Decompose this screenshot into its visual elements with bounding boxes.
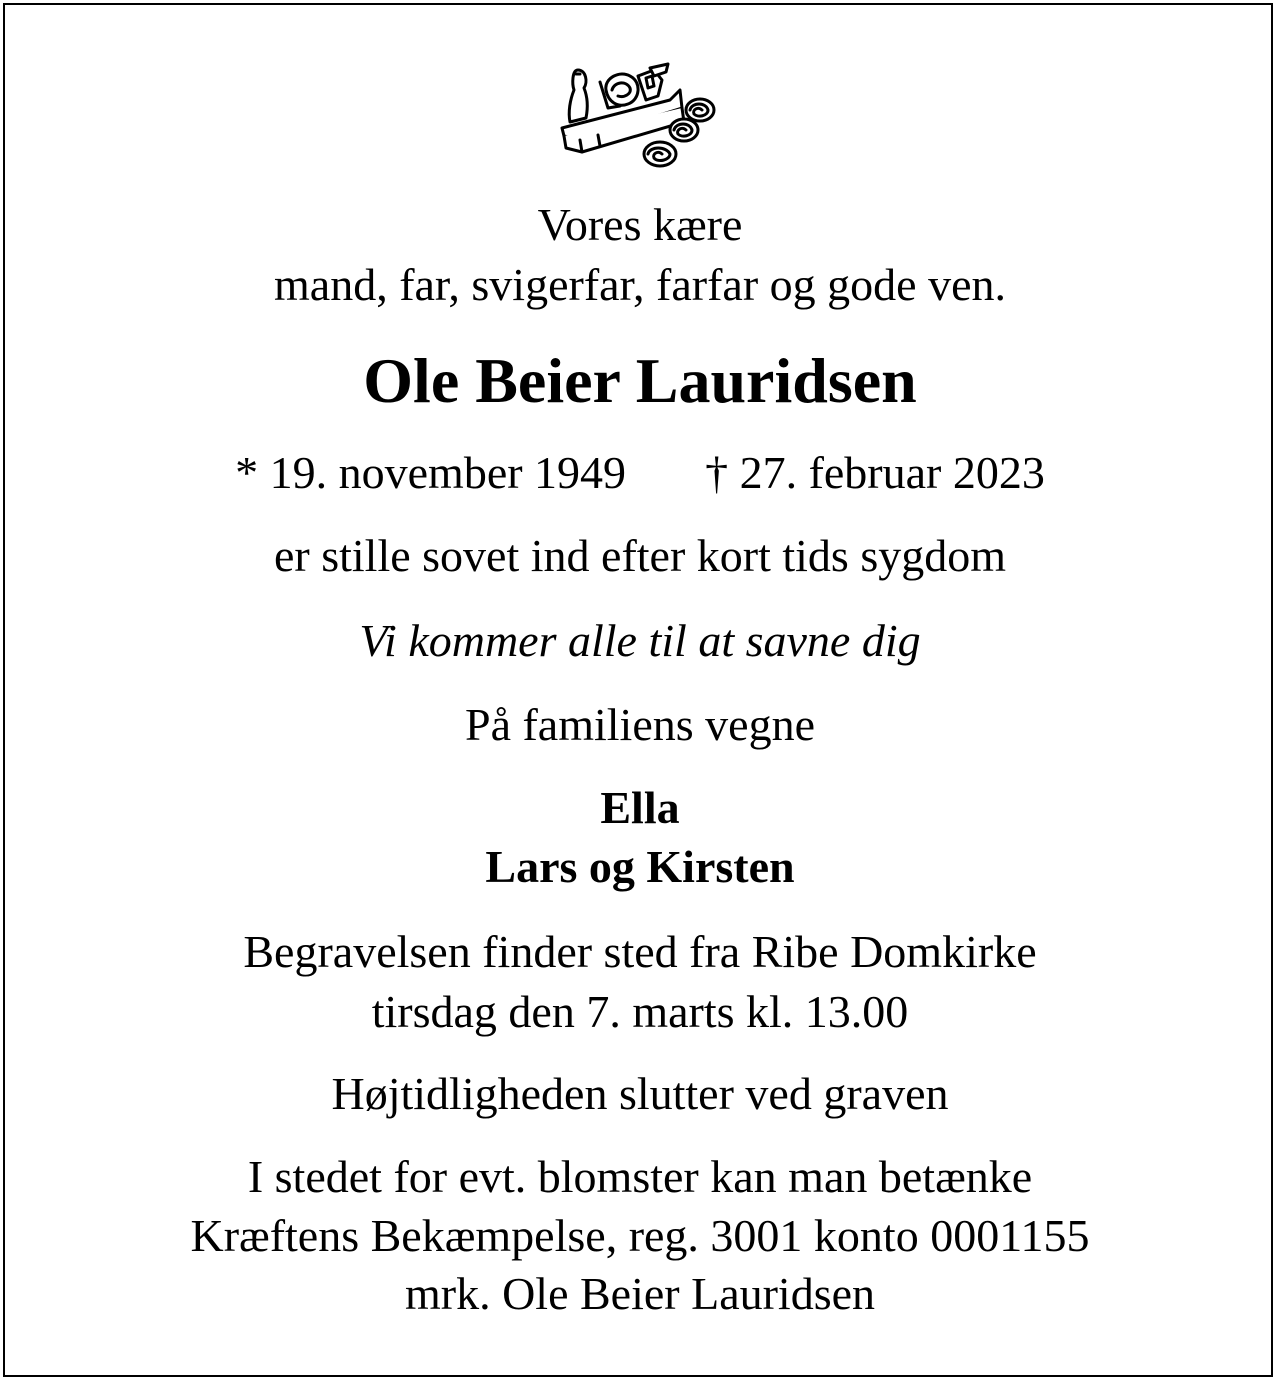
donation-line-2: Kræftens Bekæmpelse, reg. 3001 konto 0001155 (190, 1210, 1090, 1261)
funeral-line-1: Begravelsen finder sted fra Ribe Domkirke (243, 926, 1037, 977)
passing-message: er stille sovet ind efter kort tids sygdom (273, 530, 1007, 581)
intro-line-2: mand, far, svigerfar, farfar og gode ven. (274, 259, 1006, 310)
family-name-2: Lars og Kirsten (485, 841, 795, 892)
death-symbol: † (705, 447, 729, 498)
death-date: 27. februar 2023 (739, 447, 1045, 498)
life-dates (0, 446, 1280, 499)
birth-symbol: * (235, 447, 259, 498)
birth-date: 19. november 1949 (269, 447, 627, 498)
intro-line-1: Vores kære (537, 199, 743, 250)
family-name-1: Ella (600, 782, 680, 833)
ceremony-note: Højtidligheden slutter ved graven (331, 1068, 949, 1119)
family-intro: På familiens vegne (464, 699, 815, 750)
woodworking-tools-icon (550, 60, 730, 170)
memorial-quote: Vi kommer alle til at savne dig (359, 615, 921, 666)
deceased-name: Ole Beier Lauridsen (363, 345, 917, 416)
donation-line-1: I stedet for evt. blomster kan man betænke (247, 1151, 1033, 1202)
donation-line-3: mrk. Ole Beier Lauridsen (404, 1268, 876, 1319)
funeral-line-2: tirsdag den 7. marts kl. 13.00 (371, 986, 909, 1037)
